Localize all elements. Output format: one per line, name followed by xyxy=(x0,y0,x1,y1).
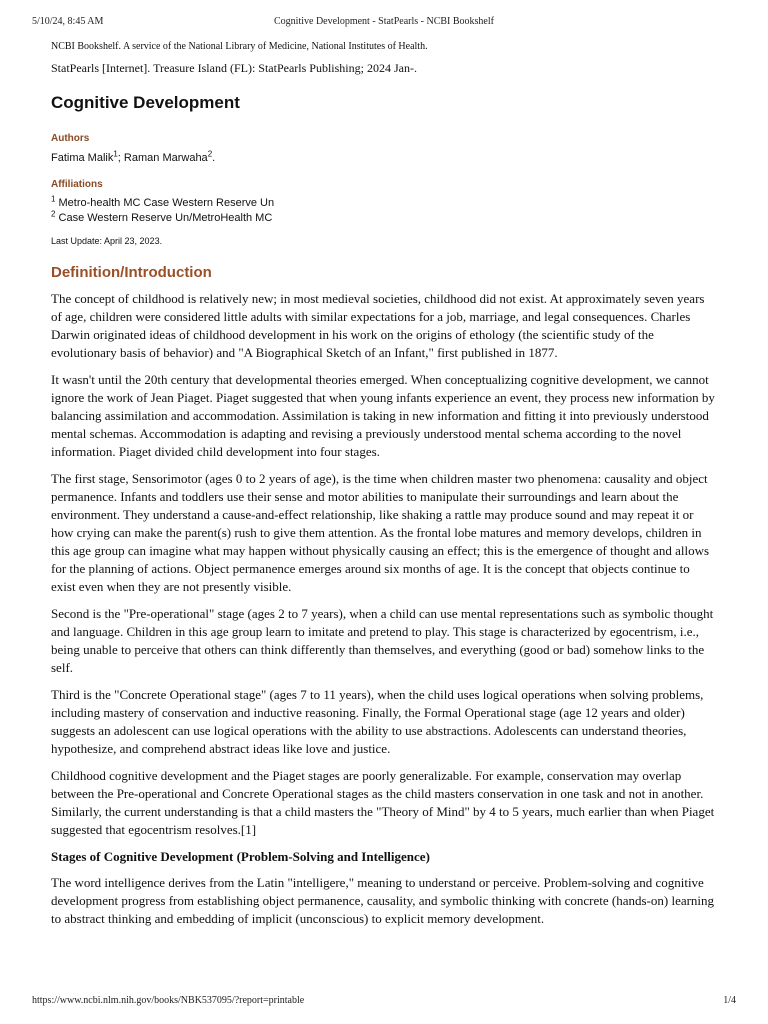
authors-label: Authors xyxy=(51,133,90,144)
subsection-heading: Stages of Cognitive Development (Problem-Solving and Intelligence) xyxy=(51,849,430,864)
body-paragraph: Third is the "Concrete Operational stage" (ages 7 to 11 years), when the child uses logical operations when solving problems, including mastery of conservation and inductive reasoning. Finally, the Formal Operational stage (age 12 years and older) suggests an adolescent can use logical operations with the ability to use abstractions. Adolescents can understand theories, hypothesize, and comprehend abstract ideas like love and justice. xyxy=(51,687,704,756)
author-name[interactable]: Raman Marwaha xyxy=(123,152,208,164)
affiliations-label: Affiliations xyxy=(51,179,103,190)
author-separator: . xyxy=(212,152,216,164)
print-date: 5/10/24, 8:45 AM xyxy=(32,16,104,27)
author-affiliation-ref[interactable]: 2 xyxy=(207,149,213,159)
affiliation-item xyxy=(51,196,717,211)
print-url: https://www.ncbi.nlm.nih.gov/books/NBK537095/?report=printable xyxy=(32,995,305,1006)
body-paragraph: Second is the "Pre-operational" stage (ages 2 to 7 years), when a child can use mental representations such as symbolic thought and language. Children in this age group learn to imitate and pretend to play. This stage is characterized by egocentrism, i.e., being unable to perceive that others can think differently than themselves, and everything (good or bad) somehow links to the self. xyxy=(51,606,714,675)
body-paragraph: The first stage, Sensorimotor (ages 0 to 2 years of age), is the time when children master two phenomena: causality and object permanence. Infants and toddlers use their sense and motor abilities to manipulate their surroundings and learn about the environment. They understand a cause-and-effect relationship, like shaking a rattle may produce sound and may repeat it or how crying can make the parent(s) rush to give them attention. As the frontal lobe matures and memory develops, children in this age group can imagine what may happen without physically causing an effect; this is the emergence of thought and allows for the planning of actions. Object permanence emerges around six months of age. It is the concept that objects continue to exist even when they are not presently visible. xyxy=(51,471,710,594)
authors-line xyxy=(51,149,717,164)
section-heading: Definition/Introduction xyxy=(51,264,212,281)
author-name[interactable]: Fatima Malik xyxy=(51,152,114,164)
print-page-title: Cognitive Development - StatPearls - NCBI Bookshelf xyxy=(274,16,494,27)
print-footer xyxy=(32,995,736,1009)
citation: StatPearls [Internet]. Treasure Island (FL): StatPearls Publishing; 2024 Jan-. xyxy=(51,61,417,75)
affiliations-list xyxy=(51,196,717,226)
print-header xyxy=(32,16,736,30)
body-paragraph: The concept of childhood is relatively new; in most medieval societies, childhood did not exist. At approximately seven years of age, children were considered little adults with similar expectations for a job, marriage, and legal consequences. Charles Darwin originated ideas of childhood development in his work on the origins of ethology (the scientific study of the evolutionary basis of behavior) and "A Biographical Sketch of an Infant," first published in 1877. xyxy=(51,291,705,360)
body-paragraph: It wasn't until the 20th century that developmental theories emerged. When conceptualizing cognitive development, we cannot ignore the work of Jean Piaget. Piaget suggested that when young infants experience an event, they process new information by balancing assimilation and accommodation. Assimilation is taking in new information and fitting it into previously understood mental schemas. Accommodation is adapting and revising a previously understood mental schema according to the novel information. Piaget divided child development into four stages. xyxy=(51,372,715,459)
affiliation-text: Metro-health MC Case Western Reserve Un xyxy=(58,197,275,209)
bookshelf-notice: NCBI Bookshelf. A service of the National Library of Medicine, National Institutes of Health. xyxy=(51,41,428,52)
affiliation-item xyxy=(51,211,717,226)
affiliation-text: Case Western Reserve Un/MetroHealth MC xyxy=(58,212,273,224)
document-content xyxy=(51,40,717,937)
author-affiliation-ref[interactable]: 1 xyxy=(113,149,118,159)
last-update: Last Update: April 23, 2023. xyxy=(51,236,163,246)
page-number: 1/4 xyxy=(723,995,736,1006)
body-paragraph: Childhood cognitive development and the Piaget stages are poorly generalizable. For example, conservation may overlap between the Pre-operational and Concrete Operational stages as the child masters conservation in one task and not in another. Similarly, the current understanding is that a child masters the "Theory of Mind" by 4 to 5 years, much earlier than when Piaget suggested that egocentrism resolves.[1] xyxy=(51,768,715,837)
page-title: Cognitive Development xyxy=(51,93,240,112)
author-separator: ; xyxy=(117,152,124,164)
body-paragraph: The word intelligence derives from the Latin "intelligere," meaning to understand or perceive. Problem-solving and cognitive development progress from establishing object permanence, causality, and symbolic thinking with concrete (hands-on) learning to abstract thinking and embedding of implicit (unconscious) to explicit memory development. xyxy=(51,875,715,926)
affiliation-number: 2 xyxy=(51,209,56,219)
affiliation-number: 1 xyxy=(51,194,56,204)
